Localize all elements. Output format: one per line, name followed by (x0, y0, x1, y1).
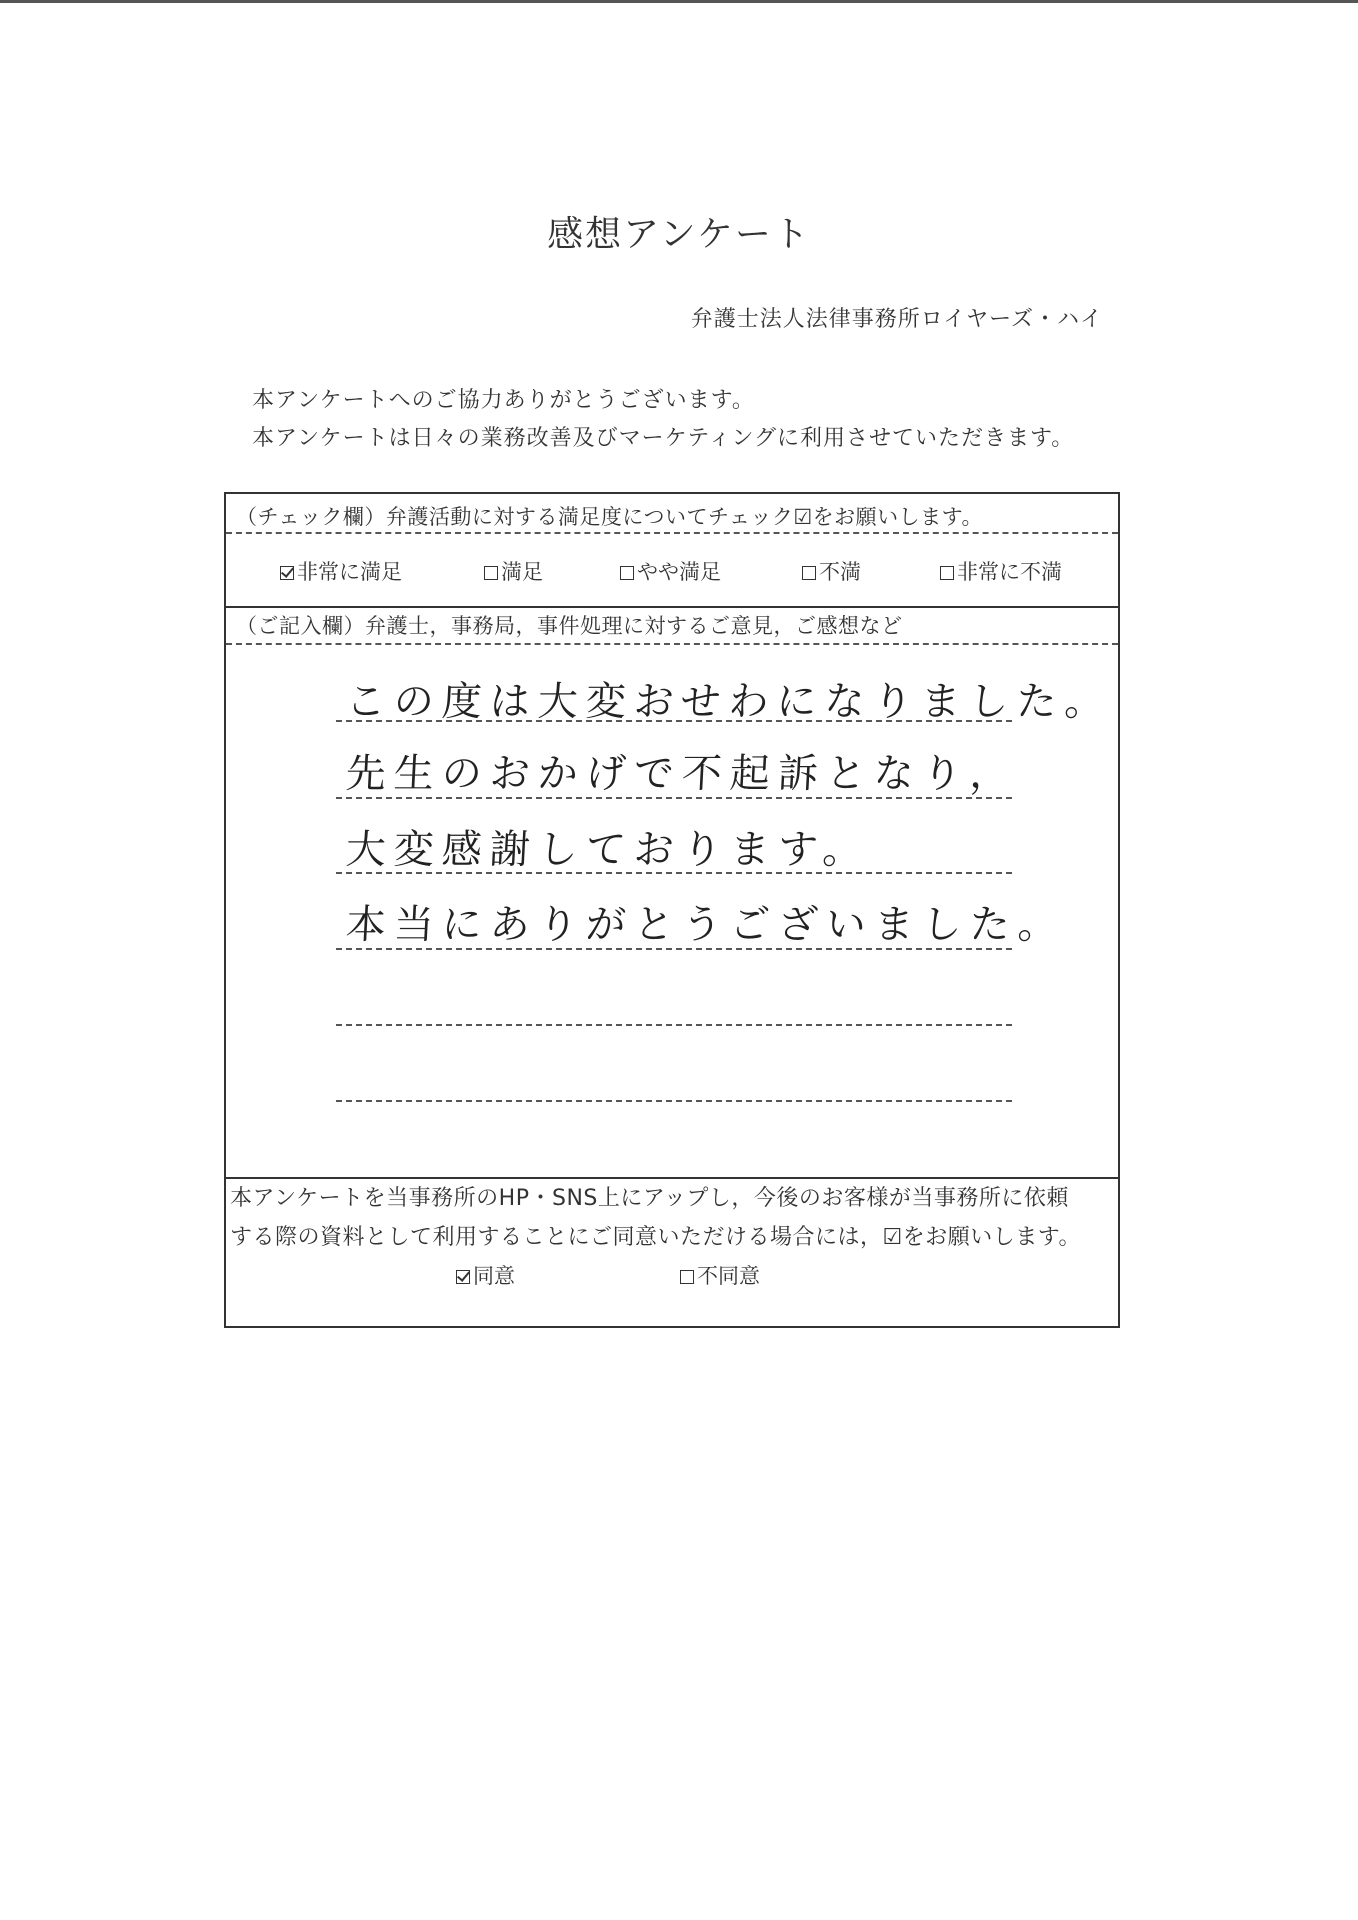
consent-text-line-1: 本アンケートを当事務所のHP・SNS上にアップし，今後のお客様が当事務所に依頼 (230, 1186, 1069, 1211)
checkbox-icon (484, 566, 498, 580)
writing-line (336, 1100, 1012, 1102)
checkbox-icon (680, 1270, 694, 1284)
page-top-edge (0, 0, 1358, 3)
option-label: 不満 (819, 560, 861, 584)
option-label: やや満足 (637, 560, 721, 584)
checkbox-icon (620, 566, 634, 580)
comment-line-3: 大変感謝しております。 (344, 827, 872, 873)
option-very-satisfied[interactable] (280, 556, 402, 586)
option-dissatisfied[interactable] (802, 556, 861, 586)
intro-line-2: 本アンケートは日々の業務改善及びマーケティングに利用させていただきます。 (252, 426, 1075, 451)
divider (226, 606, 1118, 608)
checkbox-icon (940, 566, 954, 580)
writing-line (336, 720, 1012, 722)
writing-line (336, 797, 1012, 799)
option-label: 同意 (473, 1264, 515, 1288)
writing-line (336, 872, 1012, 874)
checkbox-icon (802, 566, 816, 580)
intro-line-1: 本アンケートへのご協力ありがとうございます。 (252, 388, 755, 413)
option-very-dissatisfied[interactable] (940, 556, 1062, 586)
comment-section-header: （ご記入欄）弁護士，事務局，事件処理に対するご意見，ご感想など (236, 614, 903, 638)
checked-box-icon (280, 566, 294, 580)
option-label: 不同意 (697, 1264, 760, 1288)
divider (226, 643, 1118, 645)
divider (226, 532, 1118, 534)
check-section-header: （チェック欄）弁護活動に対する満足度についてチェック☑をお願いします。 (236, 505, 983, 529)
writing-line (336, 948, 1012, 950)
option-label: 満足 (501, 560, 543, 584)
option-somewhat-satisfied[interactable] (620, 556, 721, 586)
firm-name: 弁護士法人法律事務所ロイヤーズ・ハイ (690, 307, 1103, 332)
page-title: 感想アンケート (547, 214, 811, 255)
consent-text-line-2: する際の資料として利用することにご同意いただける場合には，☑をお願いします。 (230, 1225, 1081, 1250)
comment-line-1: この度は大変おせわになりました。 (344, 679, 1114, 725)
option-agree[interactable] (456, 1260, 515, 1290)
comment-line-4: 本当にありがとうございました。 (344, 902, 1068, 948)
divider (226, 1177, 1118, 1179)
comment-line-2: 先生のおかげで不起訴となり， (344, 751, 1020, 797)
option-label: 非常に不満 (957, 560, 1062, 584)
option-satisfied[interactable] (484, 556, 543, 586)
option-label: 非常に満足 (297, 560, 402, 584)
option-disagree[interactable] (680, 1260, 760, 1290)
writing-line (336, 1024, 1012, 1026)
checked-box-icon (456, 1270, 470, 1284)
